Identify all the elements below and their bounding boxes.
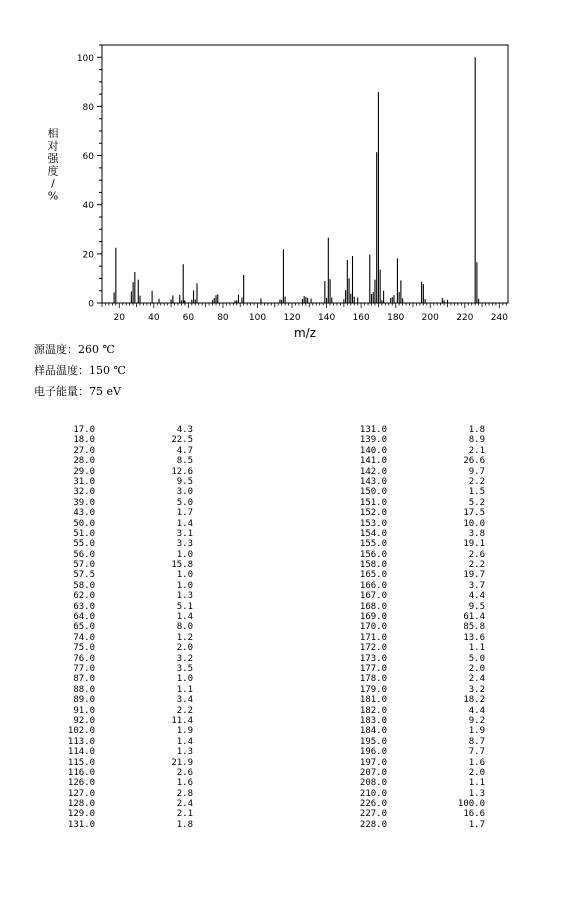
mz-value: 208.0 <box>359 778 387 789</box>
peak-table-row <box>63 570 193 580</box>
y-tick-label: 20 <box>82 250 94 261</box>
abundance-value: 1.0 <box>176 570 193 581</box>
peak-table-row <box>63 768 193 778</box>
peak-table-row <box>63 737 193 747</box>
peak-table-row <box>355 695 485 705</box>
abundance-value: 1.0 <box>176 580 193 591</box>
peak-table-right <box>355 425 485 830</box>
abundance-value: 3.3 <box>176 539 193 550</box>
mz-value: 127.0 <box>67 788 95 799</box>
y-tick-label: 40 <box>82 201 94 212</box>
mz-value: 177.0 <box>359 663 387 674</box>
abundance-value: 7.7 <box>468 747 485 758</box>
mz-value: 29.0 <box>73 466 95 477</box>
abundance-value: 2.1 <box>468 445 485 456</box>
peak-table-row <box>63 550 193 560</box>
abundance-value: 8.0 <box>176 622 193 633</box>
peak-table-row <box>63 519 193 529</box>
mz-value: 87.0 <box>73 674 95 685</box>
abundance-value: 10.0 <box>463 518 485 529</box>
peak-table-row <box>355 674 485 684</box>
mz-value: 63.0 <box>73 601 95 612</box>
mz-value: 183.0 <box>359 715 387 726</box>
y-axis-label-char: 度 <box>47 164 59 178</box>
abundance-value: 100.0 <box>457 799 485 810</box>
peak-table-row <box>63 758 193 768</box>
mz-value: 32.0 <box>73 487 95 498</box>
peak-table-row <box>63 487 193 497</box>
peak-table-row <box>63 622 193 632</box>
y-axis-label-char: 强 <box>47 152 59 165</box>
mz-value: 228.0 <box>359 819 387 830</box>
mz-value: 115.0 <box>67 757 95 768</box>
peak-table-row <box>63 612 193 622</box>
mz-value: 102.0 <box>67 726 95 737</box>
mz-value: 173.0 <box>359 653 387 664</box>
peak-table-row <box>355 737 485 747</box>
mz-value: 179.0 <box>359 684 387 695</box>
mz-value: 131.0 <box>359 425 387 435</box>
abundance-value: 1.6 <box>468 757 485 768</box>
peak-table-row <box>355 550 485 560</box>
mz-value: 169.0 <box>359 612 387 623</box>
abundance-value: 9.7 <box>468 466 485 477</box>
mz-value: 151.0 <box>359 497 387 508</box>
abundance-value: 1.3 <box>176 747 193 758</box>
y-axis <box>77 45 102 310</box>
abundance-value: 1.8 <box>468 425 485 435</box>
mz-value: 27.0 <box>73 445 95 456</box>
mz-value: 74.0 <box>73 632 95 643</box>
peak-table-row <box>63 695 193 705</box>
x-tick-label: 60 <box>182 313 195 323</box>
mz-value: 31.0 <box>73 476 95 487</box>
peak-table-row <box>63 498 193 508</box>
peak-table-row <box>355 425 485 435</box>
mz-value: 88.0 <box>73 684 95 695</box>
mz-value: 142.0 <box>359 466 387 477</box>
peak-table-row <box>355 633 485 643</box>
electron-energy: 电子能量：75 eV <box>34 385 121 398</box>
peak-table-row <box>355 685 485 695</box>
x-tick-label: 20 <box>113 313 126 323</box>
mz-value: 178.0 <box>359 674 387 685</box>
sample-temperature: 样品温度：150 ℃ <box>34 364 126 377</box>
mz-value: 57.0 <box>73 560 95 571</box>
abundance-value: 8.9 <box>468 435 485 446</box>
peak-table-row <box>355 716 485 726</box>
source-temperature: 源温度：260 ℃ <box>34 343 115 356</box>
mz-value: 172.0 <box>359 643 387 654</box>
mz-value: 139.0 <box>359 435 387 446</box>
abundance-value: 85.8 <box>463 622 485 633</box>
mz-value: 43.0 <box>73 508 95 519</box>
peak-table-row <box>355 778 485 788</box>
mz-value: 114.0 <box>67 747 95 758</box>
mz-value: 28.0 <box>73 456 95 467</box>
peak-bars <box>114 57 479 303</box>
peak-table-row <box>63 820 193 830</box>
peak-table-row <box>63 560 193 570</box>
peak-table-row <box>63 591 193 601</box>
mz-value: 166.0 <box>359 580 387 591</box>
x-tick-label: 100 <box>248 313 267 323</box>
abundance-value: 2.6 <box>468 549 485 560</box>
peak-table-row <box>355 799 485 809</box>
abundance-value: 1.3 <box>176 591 193 602</box>
abundance-value: 19.7 <box>463 570 485 581</box>
abundance-value: 2.1 <box>176 809 193 820</box>
peak-table-row <box>355 560 485 570</box>
y-tick-label: 60 <box>82 152 94 163</box>
abundance-value: 26.6 <box>463 456 485 467</box>
mass-spectrum-chart <box>0 0 570 340</box>
abundance-value: 3.5 <box>176 663 193 674</box>
x-tick-label: 80 <box>217 313 229 323</box>
peak-table-row <box>355 570 485 580</box>
peak-table-row <box>63 799 193 809</box>
abundance-value: 5.0 <box>176 497 193 508</box>
mz-value: 113.0 <box>67 736 95 747</box>
abundance-value: 61.4 <box>463 612 485 623</box>
mz-value: 17.0 <box>73 425 95 435</box>
mz-value: 226.0 <box>359 799 387 810</box>
peak-table-row <box>355 654 485 664</box>
peak-table-row <box>355 726 485 736</box>
abundance-value: 1.5 <box>468 487 485 498</box>
mz-value: 155.0 <box>359 539 387 550</box>
mz-value: 51.0 <box>73 528 95 539</box>
abundance-value: 1.7 <box>176 508 193 519</box>
y-tick-label: 0 <box>88 299 94 310</box>
abundance-value: 4.4 <box>468 591 485 602</box>
abundance-value: 1.2 <box>176 632 193 643</box>
mz-value: 154.0 <box>359 528 387 539</box>
mz-value: 77.0 <box>73 663 95 674</box>
peak-table-left <box>63 425 193 830</box>
peak-table-row <box>63 477 193 487</box>
plot-frame <box>102 45 508 303</box>
peak-table-row <box>355 706 485 716</box>
peak-table-row <box>355 809 485 819</box>
x-tick-label: 180 <box>387 313 405 323</box>
peak-table-row <box>63 446 193 456</box>
abundance-value: 21.9 <box>171 757 193 768</box>
y-axis-label-char: 相 <box>47 127 59 140</box>
peak-table-row <box>355 539 485 549</box>
abundance-value: 15.8 <box>171 560 193 571</box>
peak-table-row <box>355 487 485 497</box>
abundance-value: 1.4 <box>176 518 193 529</box>
mz-value: 62.0 <box>73 591 95 602</box>
mz-value: 197.0 <box>359 757 387 768</box>
peak-table-row <box>355 820 485 830</box>
mz-value: 143.0 <box>359 476 387 487</box>
mz-value: 57.5 <box>73 570 95 581</box>
y-axis-label-char: % <box>47 189 59 203</box>
peak-table-row <box>63 508 193 518</box>
y-axis-label-char: / <box>51 177 55 190</box>
mz-value: 50.0 <box>73 518 95 529</box>
peak-table-row <box>355 519 485 529</box>
abundance-value: 2.4 <box>468 674 485 685</box>
mz-value: 168.0 <box>359 601 387 612</box>
peak-table-row <box>63 778 193 788</box>
peak-table-row <box>63 633 193 643</box>
mz-value: 227.0 <box>359 809 387 820</box>
peak-table-row <box>355 508 485 518</box>
abundance-value: 2.4 <box>176 799 193 810</box>
mz-value: 195.0 <box>359 736 387 747</box>
peak-table-row <box>63 726 193 736</box>
mz-value: 210.0 <box>359 788 387 799</box>
mz-value: 182.0 <box>359 705 387 716</box>
x-tick-label: 160 <box>352 313 370 323</box>
x-tick-label: 40 <box>148 313 160 323</box>
peak-table-row <box>63 809 193 819</box>
mz-value: 150.0 <box>359 487 387 498</box>
abundance-value: 1.6 <box>176 778 193 789</box>
peak-table-row <box>355 664 485 674</box>
abundance-value: 2.2 <box>468 560 485 571</box>
mz-value: 129.0 <box>67 809 95 820</box>
abundance-value: 1.1 <box>468 643 485 654</box>
abundance-value: 19.1 <box>463 539 485 550</box>
abundance-value: 16.6 <box>463 809 485 820</box>
abundance-value: 4.3 <box>176 425 193 435</box>
peak-table-row <box>355 768 485 778</box>
abundance-value: 22.5 <box>171 435 193 446</box>
peak-table-row <box>63 716 193 726</box>
mz-value: 58.0 <box>73 580 95 591</box>
peak-table-row <box>63 425 193 435</box>
abundance-value: 1.0 <box>176 549 193 560</box>
abundance-value: 4.4 <box>468 705 485 716</box>
abundance-value: 8.7 <box>468 736 485 747</box>
mz-value: 141.0 <box>359 456 387 467</box>
peak-table-row <box>63 539 193 549</box>
peak-table-row <box>355 467 485 477</box>
mz-value: 131.0 <box>67 819 95 830</box>
mz-value: 89.0 <box>73 695 95 706</box>
abundance-value: 3.1 <box>176 528 193 539</box>
peak-table-row <box>63 674 193 684</box>
abundance-value: 8.5 <box>176 456 193 467</box>
abundance-value: 13.6 <box>463 632 485 643</box>
mz-value: 207.0 <box>359 767 387 778</box>
mz-value: 152.0 <box>359 508 387 519</box>
mz-value: 76.0 <box>73 653 95 664</box>
mz-value: 171.0 <box>359 632 387 643</box>
mz-value: 18.0 <box>73 435 95 446</box>
peak-table-row <box>355 747 485 757</box>
mz-value: 126.0 <box>67 778 95 789</box>
peak-table-row <box>355 435 485 445</box>
peak-table-row <box>63 581 193 591</box>
abundance-value: 3.2 <box>468 684 485 695</box>
abundance-value: 1.9 <box>468 726 485 737</box>
peak-table-row <box>355 591 485 601</box>
peak-table-row <box>355 456 485 466</box>
abundance-value: 9.5 <box>468 601 485 612</box>
mz-value: 92.0 <box>73 715 95 726</box>
abundance-value: 1.9 <box>176 726 193 737</box>
abundance-value: 1.3 <box>468 788 485 799</box>
abundance-value: 3.4 <box>176 695 193 706</box>
abundance-value: 1.1 <box>468 778 485 789</box>
abundance-value: 3.0 <box>176 487 193 498</box>
x-tick-label: 120 <box>283 313 301 323</box>
mz-value: 65.0 <box>73 622 95 633</box>
abundance-value: 3.2 <box>176 653 193 664</box>
abundance-value: 1.8 <box>176 819 193 830</box>
mz-value: 170.0 <box>359 622 387 633</box>
abundance-value: 5.2 <box>468 497 485 508</box>
mz-value: 167.0 <box>359 591 387 602</box>
mz-value: 75.0 <box>73 643 95 654</box>
abundance-value: 3.7 <box>468 580 485 591</box>
abundance-value: 2.2 <box>176 705 193 716</box>
peak-table-row <box>355 643 485 653</box>
abundance-value: 2.6 <box>176 767 193 778</box>
peak-table-row <box>355 789 485 799</box>
peak-table-row <box>355 612 485 622</box>
x-axis-label: m/z <box>293 326 317 340</box>
abundance-value: 9.2 <box>468 715 485 726</box>
mz-value: 56.0 <box>73 549 95 560</box>
mz-value: 64.0 <box>73 612 95 623</box>
abundance-value: 2.0 <box>176 643 193 654</box>
peak-table-row <box>63 706 193 716</box>
abundance-value: 2.0 <box>468 663 485 674</box>
abundance-value: 2.0 <box>468 767 485 778</box>
peak-table-row <box>63 467 193 477</box>
abundance-value: 1.4 <box>176 612 193 623</box>
x-tick-label: 140 <box>318 313 336 323</box>
abundance-value: 12.6 <box>171 466 193 477</box>
peak-table-row <box>355 446 485 456</box>
abundance-value: 18.2 <box>463 695 485 706</box>
abundance-value: 11.4 <box>171 715 193 726</box>
peak-table-row <box>355 477 485 487</box>
peak-table-row <box>355 622 485 632</box>
abundance-value: 1.7 <box>468 819 485 830</box>
mz-value: 156.0 <box>359 549 387 560</box>
y-tick-label: 80 <box>82 102 94 113</box>
y-tick-label: 100 <box>76 53 94 64</box>
peak-table-row <box>355 581 485 591</box>
x-tick-label: 240 <box>490 313 508 323</box>
abundance-value: 3.8 <box>468 528 485 539</box>
x-tick-label: 220 <box>456 313 474 323</box>
abundance-value: 1.1 <box>176 684 193 695</box>
mz-value: 153.0 <box>359 518 387 529</box>
abundance-value: 9.5 <box>176 476 193 487</box>
mz-value: 196.0 <box>359 747 387 758</box>
peak-table-row <box>63 435 193 445</box>
mz-value: 39.0 <box>73 497 95 508</box>
mz-value: 116.0 <box>67 767 95 778</box>
peak-table-row <box>63 685 193 695</box>
peak-table-row <box>63 747 193 757</box>
abundance-value: 2.8 <box>176 788 193 799</box>
abundance-value: 1.4 <box>176 736 193 747</box>
peak-table-row <box>63 664 193 674</box>
mz-value: 91.0 <box>73 705 95 716</box>
x-axis <box>102 303 508 323</box>
peak-table-row <box>63 456 193 466</box>
y-axis-label <box>48 126 60 203</box>
abundance-value: 1.0 <box>176 674 193 685</box>
abundance-value: 17.5 <box>463 508 485 519</box>
peak-table-row <box>63 643 193 653</box>
peak-table-row <box>355 758 485 768</box>
y-axis-label-char: 对 <box>47 139 59 153</box>
mz-value: 55.0 <box>73 539 95 550</box>
peak-table-row <box>63 789 193 799</box>
peak-table-row <box>63 602 193 612</box>
peak-table-row <box>355 529 485 539</box>
mz-value: 128.0 <box>67 799 95 810</box>
mz-value: 184.0 <box>359 726 387 737</box>
x-tick-label: 200 <box>421 313 439 323</box>
peak-table-row <box>63 529 193 539</box>
mz-value: 165.0 <box>359 570 387 581</box>
mz-value: 181.0 <box>359 695 387 706</box>
peak-table-row <box>63 654 193 664</box>
abundance-value: 5.0 <box>468 653 485 664</box>
abundance-value: 4.7 <box>176 445 193 456</box>
peak-table-row <box>355 602 485 612</box>
mz-value: 140.0 <box>359 445 387 456</box>
abundance-value: 5.1 <box>176 601 193 612</box>
abundance-value: 2.2 <box>468 476 485 487</box>
mz-value: 158.0 <box>359 560 387 571</box>
peak-table-row <box>355 498 485 508</box>
